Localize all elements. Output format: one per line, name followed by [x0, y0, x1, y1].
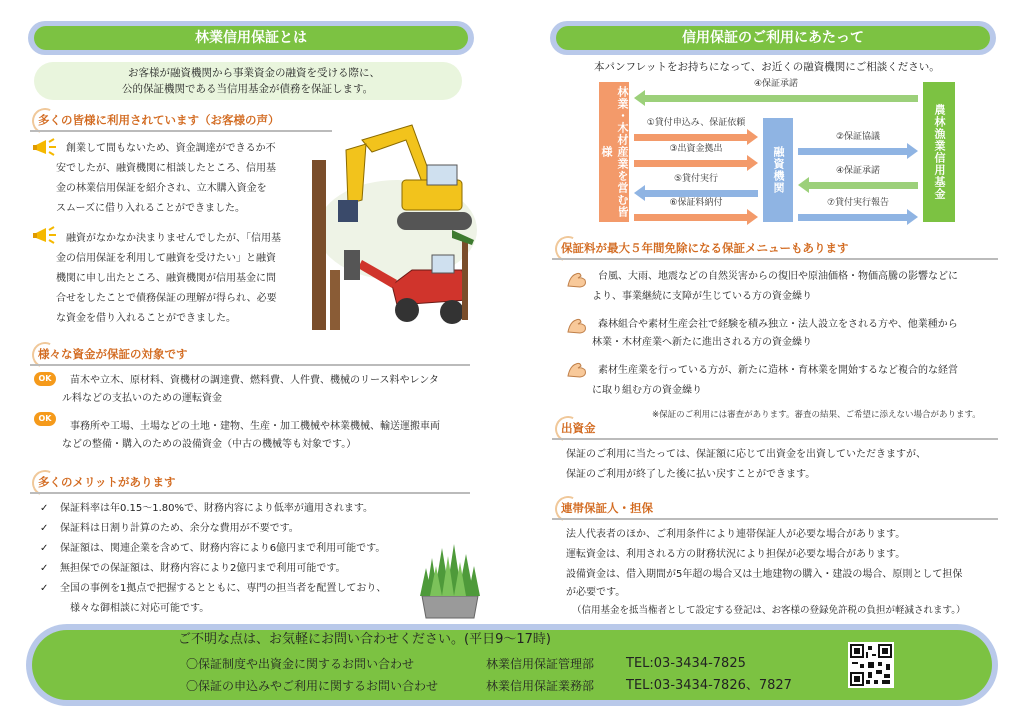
- funds-heading: 様々な資金が保証の対象です: [38, 346, 188, 362]
- capital-heading: 出資金: [561, 420, 596, 436]
- contact-2-tel[interactable]: TEL:03-3434-7826、7827: [626, 678, 792, 693]
- voice-1-line-1: 創業して間もないため、資金調達ができるか不: [66, 143, 276, 154]
- flow-arrow-5: ⑤貸付実行: [634, 184, 758, 202]
- intro-line-1: お客様が融資機関から事業資金の融資を受ける際に、: [128, 67, 380, 79]
- contact-2-topic: 〇保証の申込みやご利用に関するお問い合わせ: [186, 679, 439, 693]
- flexed-arm-icon: [566, 270, 588, 290]
- voice-2-line-5: な資金を借り入れることができました。: [56, 313, 236, 324]
- voice-2-line-2: 金の信用保証を利用して融資を受けたい」と融資: [56, 253, 276, 264]
- flexed-arm-icon: [566, 316, 588, 336]
- exempt-1-line-2: より、事業継続に支障が生じている方の資金繰り: [592, 291, 812, 302]
- flow-arrow-top: ④保証承諾: [634, 89, 918, 107]
- exempt-2-line-2: 林業・木材産業へ新たに進出される方の資金繰り: [592, 337, 812, 348]
- exempt-1-line-1: 台風、大雨、地震などの自然災害からの復旧や原油価格・物価高騰の影響などに: [598, 271, 958, 282]
- capital-line-1: 保証のご利用に当たっては、保証額に応じて出資金を出資していただきますが、: [566, 449, 926, 460]
- guarantor-line-3: 設備資金は、借入期間が5年超の場合又は土地建物の購入・建設の場合、原則として担保: [566, 569, 963, 580]
- capital-line-2: 保証のご利用が終了した後に払い戻すことができます。: [566, 469, 816, 480]
- fund-2-line-2: などの整備・購入のための設備資金（中古の機械等も対象です。）: [62, 439, 357, 450]
- merits-rule: [30, 492, 470, 494]
- guarantor-line-4: が必要です。: [566, 587, 626, 598]
- voice-1-line-2: 安でしたが、融資機関に相談したところ、信用基: [56, 163, 276, 174]
- flow-box-applicants: 林業・木材産業を営む皆様: [599, 82, 629, 222]
- contact-1-dept: 林業信用保証管理部: [486, 657, 595, 671]
- forestry-machine-illustration: [302, 120, 480, 340]
- fund-1-line-1: 苗木や立木、原材料、資機材の調達費、燃料費、人件費、機械のリース料やレンタ: [70, 375, 439, 386]
- flow-arrow-2: ②保証協議: [798, 142, 918, 160]
- check-icon: ✓: [40, 583, 49, 594]
- flow-arrow-7: ⑦貸付実行報告: [798, 208, 918, 226]
- voice-2-line-3: 機関に申し出たところ、融資機関が信用基金に問: [56, 273, 276, 284]
- merit-3: 保証額は、関連企業を含めて、財務内容により6億円まで利用可能です。: [60, 543, 386, 554]
- voices-rule: [30, 130, 332, 132]
- flow-arrow-1: ①貸付申込み、保証依頼: [634, 128, 758, 146]
- fund-2-line-1: 事務所や工場、土場などの土地・建物、生産・加工機械や林業機械、輸送運搬車両: [70, 421, 440, 432]
- right-title-banner: [550, 21, 996, 55]
- guarantor-rule: [552, 518, 998, 520]
- check-icon: ✓: [40, 523, 49, 534]
- flow-box-lender: 融資機関: [763, 118, 793, 222]
- left-title: 林業信用保証とは: [34, 26, 468, 50]
- merits-heading: 多くのメリットがあります: [38, 474, 176, 490]
- right-title: 信用保証のご利用にあたって: [556, 26, 990, 50]
- merit-5-continued: 様々な御相談に対応可能です。: [70, 603, 210, 614]
- capital-rule: [552, 438, 998, 440]
- contact-2-dept: 林業信用保証業務部: [486, 679, 595, 693]
- megaphone-icon: [32, 138, 58, 158]
- contact-1-tel[interactable]: TEL:03-3434-7825: [626, 656, 746, 671]
- contact-intro: ご不明な点は、お気軽にお問い合わせください。(平日9～17時): [178, 632, 551, 647]
- seedlings-illustration: [418, 538, 482, 622]
- left-title-banner: [28, 21, 474, 55]
- check-icon: ✓: [40, 543, 49, 554]
- megaphone-icon: [32, 226, 58, 246]
- flexed-arm-icon: [566, 360, 588, 380]
- merit-1: 保証料率は年0.15～1.80%で、財務内容により低率が適用されます。: [60, 503, 374, 514]
- exempt-2-line-1: 森林組合や素材生産会社で経験を積み独立・法人設立をされる方や、他業種から: [598, 319, 958, 330]
- voice-1-line-3: 金の林業信用保証を紹介され、立木購入資金を: [56, 183, 267, 194]
- ok-badge: OK: [34, 412, 56, 426]
- merit-5: 全国の事例を1拠点で把握するとともに、専門の担当者を配置しており、: [60, 583, 387, 594]
- flow-arrow-4: ④保証承諾: [798, 176, 918, 194]
- ok-badge: OK: [34, 372, 56, 386]
- right-subtitle: 本パンフレットをお持ちになって、お近くの融資機関にご相談ください。: [594, 61, 940, 73]
- qr-code[interactable]: [848, 642, 894, 688]
- guarantor-line-5: （信用基金を抵当権者として設定する登記は、お客様の登録免許税の負担が軽減されます。）: [572, 605, 966, 616]
- exempt-rule: [552, 258, 998, 260]
- intro-line-2: 公的保証機関である当信用基金が債務を保証します。: [122, 83, 374, 95]
- voices-heading: 多くの皆様に利用されています（お客様の声）: [38, 112, 280, 128]
- contact-1-topic: 〇保証制度や出資金に関するお問い合わせ: [186, 657, 415, 671]
- funds-rule: [30, 364, 470, 366]
- merit-4: 無担保での保証額は、財務内容により2億円まで利用可能です。: [60, 563, 346, 574]
- check-icon: ✓: [40, 503, 49, 514]
- fund-1-line-2: ル料などの支払いのための運転資金: [62, 393, 222, 404]
- exempt-note: ※保証のご利用には審査があります。審査の結果、ご希望に添えない場合があります。: [652, 410, 981, 420]
- voice-2-line-1: 融資がなかなか決まりませんでしたが、「信用基: [66, 233, 281, 244]
- check-icon: ✓: [40, 563, 49, 574]
- voice-1-line-4: スムーズに借り入れることができました。: [56, 203, 245, 214]
- voice-2-line-4: 合せをしたことで債務保証の理解が得られ、必要: [56, 293, 277, 304]
- merit-2: 保証料は日割り計算のため、余分な費用が不要です。: [60, 523, 299, 534]
- guarantor-heading: 連帯保証人・担保: [561, 500, 653, 516]
- exempt-3-line-1: 素材生産業を行っている方が、新たに造林・育林業を開始するなど複合的な経営: [598, 365, 958, 376]
- exempt-3-line-2: に取り組む方の資金繰り: [592, 385, 702, 396]
- flow-box-fund: 農林漁業信用基金: [923, 82, 955, 222]
- guarantor-line-2: 運転資金は、利用される方の財務状況により担保が必要な場合があります。: [566, 549, 906, 560]
- flow-arrow-6: ⑥保証料納付: [634, 208, 758, 226]
- guarantor-line-1: 法人代表者のほか、ご利用条件により連帯保証人が必要な場合があります。: [566, 529, 906, 540]
- exempt-heading: 保証料が最大５年間免除になる保証メニューもあります: [561, 240, 849, 256]
- flow-arrow-3: ③出資金拠出: [634, 154, 758, 172]
